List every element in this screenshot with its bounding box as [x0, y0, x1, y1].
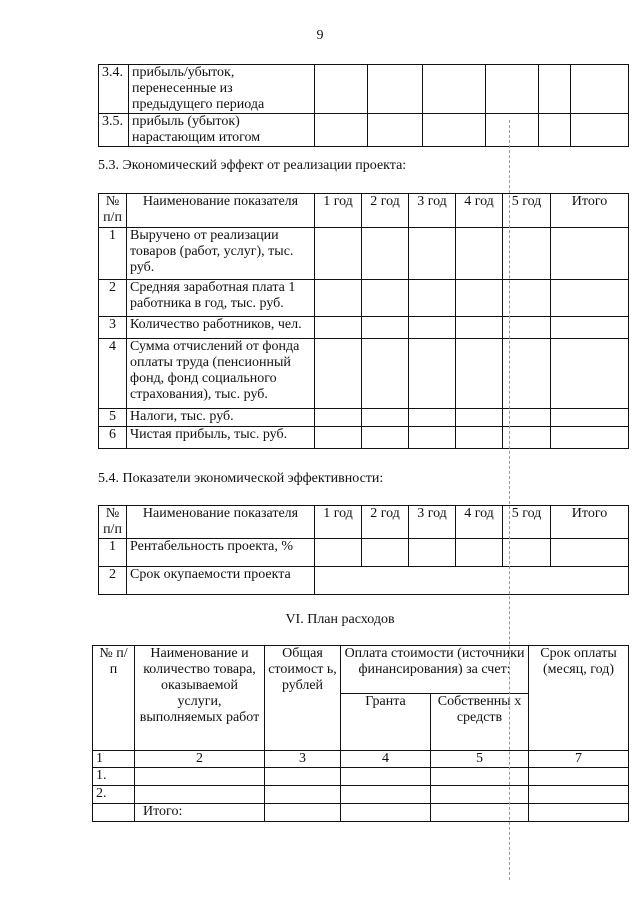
row-label: прибыль (убыток) нарастающим итогом — [129, 114, 315, 147]
header-year-1: 1 год — [315, 506, 362, 539]
header-num: № п/п — [99, 194, 127, 228]
table-cell — [431, 786, 529, 804]
section-heading-5-3: 5.3. Экономический эффект от реализации проекта: — [98, 158, 407, 173]
table-cell — [551, 409, 629, 427]
row-number: 1 — [99, 539, 127, 567]
table-cell — [362, 280, 409, 317]
table-cell — [456, 228, 503, 280]
column-number: 1 — [93, 751, 135, 768]
row-label: Срок окупаемости проекта — [127, 567, 315, 595]
table-cell — [431, 768, 529, 786]
table-cell — [529, 786, 629, 804]
table-cell — [551, 427, 629, 449]
header-own-funds: Собственны х средств — [431, 694, 529, 751]
header-payment-term: Срок оплаты (месяц, год) — [529, 646, 629, 751]
column-number-row — [93, 751, 629, 768]
table-row — [99, 539, 629, 567]
header-num: № п/п — [99, 506, 127, 539]
row-label: прибыль/убыток, перенесенные из предыдущего периода — [129, 65, 315, 114]
table-cell — [409, 228, 456, 280]
row-number: 1. — [93, 768, 135, 786]
table-cell — [362, 317, 409, 339]
table-cell — [315, 539, 362, 567]
table-cell — [409, 339, 456, 409]
table-cell — [456, 339, 503, 409]
table-cell — [135, 786, 265, 804]
column-number: 4 — [341, 751, 431, 768]
table-cell — [456, 280, 503, 317]
row-number: 1 — [99, 228, 127, 280]
table-cell — [315, 409, 362, 427]
table-cell — [341, 804, 431, 822]
table-cell — [362, 409, 409, 427]
table-cell — [539, 65, 571, 114]
table-cell — [529, 768, 629, 786]
table-cell — [456, 427, 503, 449]
row-label: Рентабельность проекта, % — [127, 539, 315, 567]
header-year-3: 3 год — [409, 194, 456, 228]
section-heading-6: VI. План расходов — [285, 612, 395, 627]
header-name: Наименование показателя — [127, 506, 315, 539]
table-header-row — [93, 646, 629, 694]
table-cell — [265, 804, 341, 822]
table-cell — [551, 280, 629, 317]
table-cell — [423, 65, 486, 114]
header-grant: Гранта — [341, 694, 431, 751]
table-cell — [486, 65, 539, 114]
table-cell — [571, 65, 629, 114]
table-cell — [362, 539, 409, 567]
table-cell — [368, 114, 423, 147]
header-total: Итого — [551, 194, 629, 228]
table-cell — [456, 409, 503, 427]
table-cell — [409, 317, 456, 339]
table-cell — [529, 804, 629, 822]
row-number: 2 — [99, 280, 127, 317]
header-name: Наименование и количество товара, оказываемой услуги, выполняемых работ — [135, 646, 265, 751]
header-year-5: 5 год — [503, 506, 551, 539]
section-heading-5-4: 5.4. Показатели экономической эффективности: — [98, 471, 384, 486]
table-cell — [539, 114, 571, 147]
table-cell — [315, 280, 362, 317]
row-number: 3 — [99, 317, 127, 339]
header-num: № п/п — [93, 646, 135, 751]
row-number: 2 — [99, 567, 127, 595]
table-cell — [456, 539, 503, 567]
table-row — [99, 427, 629, 449]
table-row — [99, 228, 629, 280]
header-year-3: 3 год — [409, 506, 456, 539]
row-number: 2. — [93, 786, 135, 804]
balance-continuation-table — [98, 64, 629, 147]
column-number: 2 — [135, 751, 265, 768]
table-row — [99, 65, 629, 114]
table-row — [99, 317, 629, 339]
table-cell — [315, 114, 368, 147]
table-row — [93, 786, 629, 804]
table-cell — [362, 427, 409, 449]
table-cell — [135, 768, 265, 786]
row-label: Количество работников, чел. — [127, 317, 315, 339]
efficiency-indicators-table — [98, 505, 629, 595]
header-name: Наименование показателя — [127, 194, 315, 228]
row-number: 4 — [99, 339, 127, 409]
table-cell — [551, 317, 629, 339]
page-number: 9 — [316, 28, 324, 43]
header-year-4: 4 год — [456, 194, 503, 228]
table-cell — [362, 228, 409, 280]
table-total-row — [93, 804, 629, 822]
table-row — [99, 409, 629, 427]
table-row — [99, 339, 629, 409]
header-payment-sources: Оплата стоимости (источники финансирования) за счет: — [341, 646, 529, 694]
header-total: Итого — [551, 506, 629, 539]
table-cell — [409, 427, 456, 449]
table-cell — [315, 427, 362, 449]
table-cell — [315, 228, 362, 280]
table-cell — [409, 409, 456, 427]
table-header-row — [99, 194, 629, 228]
table-cell — [409, 539, 456, 567]
table-cell — [486, 114, 539, 147]
total-label: Итого: — [135, 804, 265, 822]
table-cell — [265, 768, 341, 786]
table-cell — [456, 317, 503, 339]
row-label: Налоги, тыс. руб. — [127, 409, 315, 427]
table-cell — [551, 339, 629, 409]
table-cell — [93, 804, 135, 822]
table-cell — [315, 65, 368, 114]
table-cell — [315, 339, 362, 409]
table-cell — [265, 786, 341, 804]
table-cell — [423, 114, 486, 147]
scan-fold-line — [509, 120, 510, 880]
row-number: 3.4. — [99, 65, 129, 114]
expense-plan-table — [92, 645, 629, 822]
table-cell — [409, 280, 456, 317]
row-number: 3.5. — [99, 114, 129, 147]
column-number: 7 — [529, 751, 629, 768]
row-number: 5 — [99, 409, 127, 427]
table-cell-merged — [315, 567, 629, 595]
row-label: Сумма отчислений от фонда оплаты труда (пенсионный фонд, фонд социального страхования), тыс. руб. — [127, 339, 315, 409]
table-row — [99, 114, 629, 147]
table-cell — [315, 317, 362, 339]
table-cell — [571, 114, 629, 147]
column-number: 3 — [265, 751, 341, 768]
header-total-cost: Общая стоимост ь, рублей — [265, 646, 341, 751]
row-label: Чистая прибыль, тыс. руб. — [127, 427, 315, 449]
row-label: Выручено от реализации товаров (работ, услуг), тыс. руб. — [127, 228, 315, 280]
table-cell — [341, 768, 431, 786]
table-header-row — [99, 506, 629, 539]
table-cell — [368, 65, 423, 114]
column-number: 5 — [431, 751, 529, 768]
table-cell — [341, 786, 431, 804]
table-cell — [551, 228, 629, 280]
table-cell — [551, 539, 629, 567]
header-year-2: 2 год — [362, 506, 409, 539]
table-cell — [362, 339, 409, 409]
header-year-2: 2 год — [362, 194, 409, 228]
header-year-5: 5 год — [503, 194, 551, 228]
table-cell — [431, 804, 529, 822]
header-year-4: 4 год — [456, 506, 503, 539]
row-label: Средняя заработная плата 1 работника в год, тыс. руб. — [127, 280, 315, 317]
table-row — [93, 768, 629, 786]
economic-effect-table — [98, 193, 629, 449]
header-year-1: 1 год — [315, 194, 362, 228]
table-row — [99, 280, 629, 317]
table-row — [99, 567, 629, 595]
row-number: 6 — [99, 427, 127, 449]
